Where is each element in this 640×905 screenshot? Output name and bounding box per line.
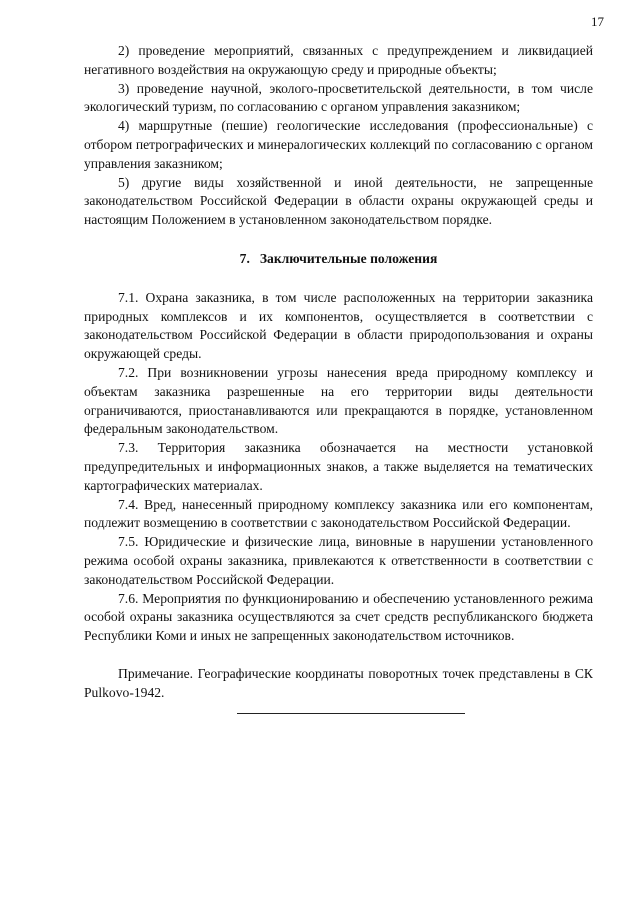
section-number: 7.	[239, 250, 250, 266]
list-item-4: 4) маршрутные (пешие) геологические исследования (профессиональные) с отбором петрографических и минералогических коллекций по согласованию с органом управления заказником;	[84, 118, 593, 171]
clause-7-6: 7.6. Мероприятия по функционированию и обеспечению установленного режима особой охраны заказника осуществляются за счет средств республиканского бюджета Республики Коми и иных не запрещенных законодательством источников.	[84, 590, 593, 644]
footnote-note: Примечание. Географические координаты поворотных точек представлены в СК Pulkovo-1942.	[84, 665, 593, 700]
page-number: 17	[591, 14, 604, 29]
clause-7-1: 7.1. Охрана заказника, в том числе расположенных на территории заказника природных комплексов и их компонентов, осуществляется в соответствии с законодательством Российской Федерации в области природопользования и охраны окружающей среды.	[84, 289, 593, 362]
list-item-5: 5) другие виды хозяйственной и иной деятельности, не запрещенные законодательством Российской Федерации в области охраны окружающей среды и настоящим Положением в установленном законодательством порядке.	[84, 174, 593, 228]
clause-7-2: 7.2. При возникновении угрозы нанесения вреда природному комплексу и объектам заказника разрешенные на его территории виды деятельности ограничиваются, приостанавливаются или прекращаются в порядке, установленном федеральным законодательством.	[84, 364, 593, 437]
list-item-3: 3) проведение научной, эколого-просветительской деятельности, в том числе экологический туризм, по согласованию с органом управления заказником;	[84, 80, 593, 115]
section-title: Заключительные положения	[259, 250, 438, 266]
list-item-2: 2) проведение мероприятий, связанных с предупреждением и ликвидацией негативного воздействия на окружающую среду и природные объекты;	[84, 43, 593, 77]
clause-7-3: 7.3. Территория заказника обозначается на местности установкой предупредительных и информационных знаков, а также выделяется на тематических картографических материалах.	[84, 440, 593, 493]
clause-7-4: 7.4. Вред, нанесенный природному комплексу заказника или его компонентам, подлежит возмещению в соответствии с законодательством Российской Федерации.	[84, 496, 593, 531]
document-body	[84, 42, 593, 714]
clause-7-5: 7.5. Юридические и физические лица, виновные в нарушении установленного режима особой охраны заказника, привлекаются к ответственности в соответствии с законодательством Российской Федерации.	[84, 534, 593, 587]
section-heading	[84, 250, 593, 269]
end-separator-line	[237, 713, 465, 714]
